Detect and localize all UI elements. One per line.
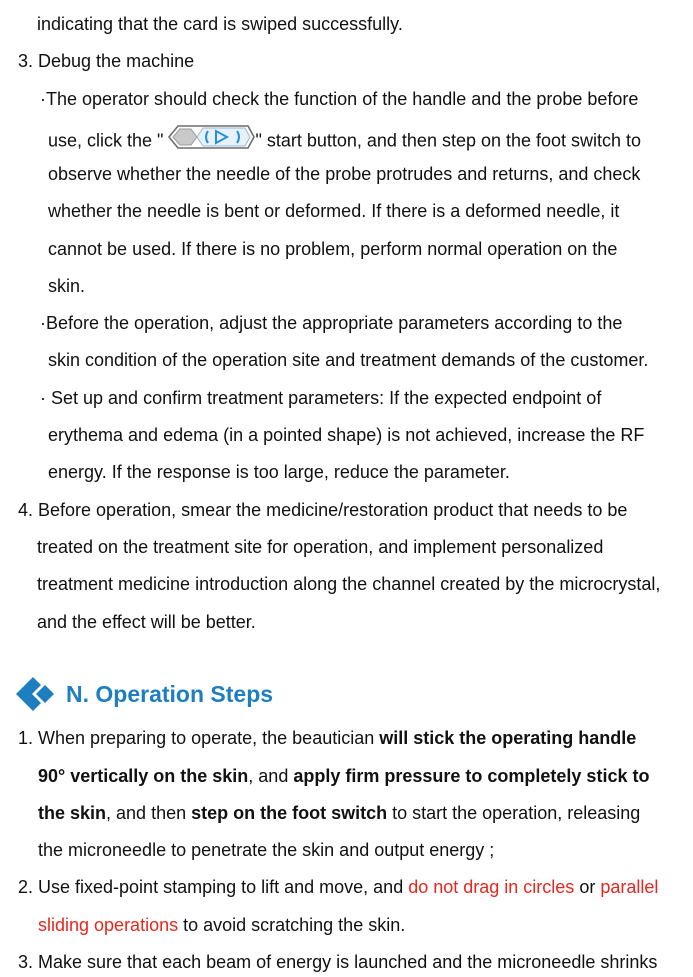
text-fragment: , and <box>248 766 294 786</box>
emphasis-text: apply firm pressure to completely stick to <box>293 766 650 786</box>
paragraph-line: energy. If the response is too large, reduce the parameter. <box>48 462 510 482</box>
step-3-line: 3. Make sure that each beam of energy is launched and the microneedle shrinks <box>18 952 658 972</box>
paragraph-line: ·The operator should check the function of the handle and the probe before <box>40 89 639 109</box>
paragraph-line: observe whether the needle of the probe protrudes and returns, and check <box>48 164 641 184</box>
step-2-line <box>18 876 658 898</box>
step-1-line <box>18 727 636 749</box>
paragraph-line: treatment medicine introduction along the channel created by the microcrystal, <box>37 574 661 594</box>
text-fragment: , and then <box>106 803 192 823</box>
paragraph-line: whether the needle is bent or deformed. If there is a deformed needle, it <box>48 201 620 221</box>
emphasis-text: step on the foot switch <box>191 803 388 823</box>
step-2-line <box>38 914 405 936</box>
section-title: N. Operation Steps <box>66 680 274 707</box>
paragraph-line-with-button <box>48 125 641 158</box>
paragraph-line: ·Before the operation, adjust the appropriate parameters according to the <box>40 313 623 333</box>
text-fragment: " start button, and then step on the foot switch to <box>255 130 642 151</box>
section-heading <box>14 674 273 714</box>
warning-text: parallel <box>600 877 659 897</box>
paragraph-line: indicating that the card is swiped successfully. <box>37 14 403 34</box>
warning-text: sliding operations <box>38 915 179 935</box>
text-fragment: use, click the " <box>48 130 164 151</box>
list-item-before-operation: 4. Before operation, smear the medicine/restoration product that needs to be <box>18 500 628 520</box>
double-diamond-icon <box>14 675 62 713</box>
paragraph-line: treated on the treatment site for operation, and implement personalized <box>37 537 604 557</box>
paragraph-line: skin. <box>48 276 86 296</box>
paragraph-line: and the effect will be better. <box>37 612 256 632</box>
emphasis-text: will stick the operating handle <box>379 728 637 748</box>
warning-text: do not drag in circles <box>408 877 575 897</box>
emphasis-text: 90° vertically on the skin <box>38 766 249 786</box>
start-button[interactable] <box>163 123 255 156</box>
paragraph-line: cannot be used. If there is no problem, perform normal operation on the <box>48 239 618 259</box>
paragraph-line: · Set up and confirm treatment parameters: If the expected endpoint of <box>40 388 602 408</box>
list-item-debug-machine: 3. Debug the machine <box>18 51 195 71</box>
step-1-line <box>38 802 640 824</box>
play-start-icon <box>163 123 255 151</box>
step-1-line <box>38 765 649 787</box>
text-fragment: or <box>574 877 601 897</box>
paragraph-line: skin condition of the operation site and treatment demands of the customer. <box>48 350 649 370</box>
emphasis-text: the skin <box>38 803 107 823</box>
paragraph-line: erythema and edema (in a pointed shape) is not achieved, increase the RF <box>48 425 645 445</box>
text-fragment: to start the operation, releasing <box>387 803 641 823</box>
text-fragment: 1. When preparing to operate, the beautician <box>18 728 380 748</box>
text-fragment: 2. Use fixed-point stamping to lift and move, and <box>18 877 409 897</box>
text-fragment: to avoid scratching the skin. <box>178 915 406 935</box>
step-1-line: the microneedle to penetrate the skin and output energy ; <box>38 840 495 860</box>
